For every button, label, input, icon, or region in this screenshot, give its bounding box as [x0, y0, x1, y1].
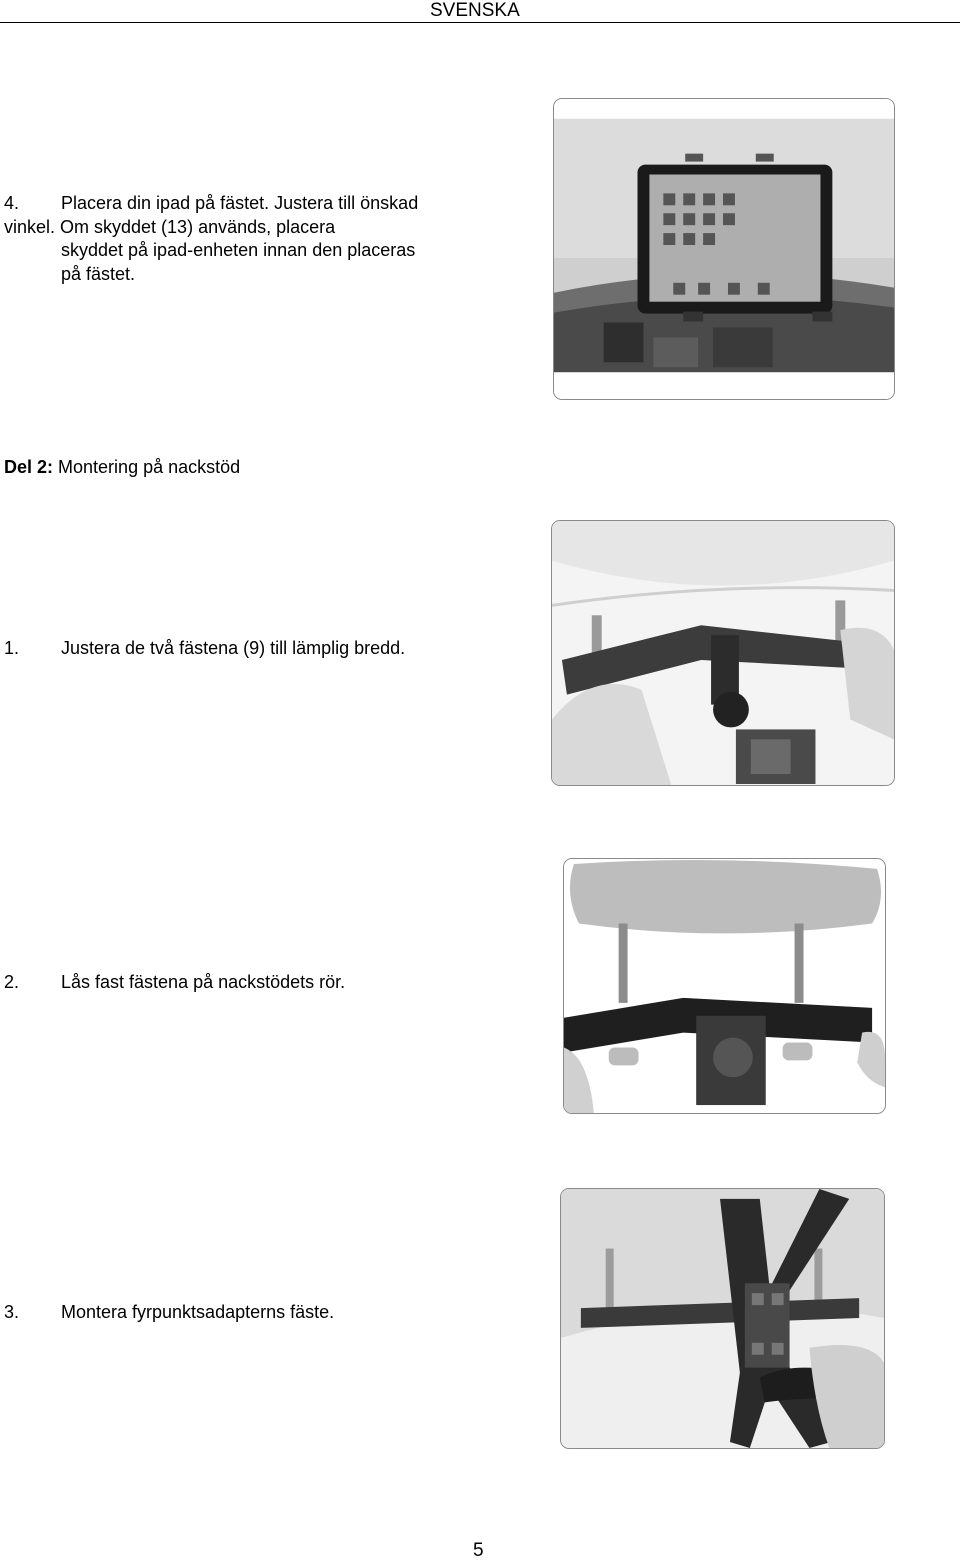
section-title: Montering på nackstöd — [53, 457, 241, 477]
page-number: 5 — [473, 1540, 484, 1561]
step-text: Justera de två fästena (9) till lämplig bredd. — [61, 638, 406, 658]
step-line: skyddet på ipad-enheten innan den placeras — [61, 240, 416, 260]
step-number: 1. — [4, 638, 20, 658]
four-point-adapter-photo — [560, 1188, 885, 1449]
step-line: vinkel. Om skyddet (13) används, placera — [4, 216, 336, 237]
step-number: 2. — [4, 972, 20, 992]
step-number: 3. — [4, 1302, 20, 1322]
instruction-step-1 — [4, 637, 544, 661]
step-text: Lås fast fästena på nackstödets rör. — [61, 972, 346, 992]
step-line: Placera din ipad på fästet. Justera till önskad — [61, 193, 419, 213]
bracket-adjust-photo — [551, 520, 895, 786]
instruction-step-4 — [4, 192, 524, 292]
header-title: SVENSKA — [430, 0, 520, 21]
section-label: Del 2: — [4, 457, 54, 477]
instruction-step-3 — [4, 1301, 544, 1325]
page-header — [0, 0, 960, 23]
step-text: Montera fyrpunktsadapterns fäste. — [61, 1302, 335, 1322]
headrest-lock-photo — [563, 858, 886, 1114]
ipad-dashboard-photo — [553, 98, 895, 400]
instruction-step-2 — [4, 971, 544, 995]
section-heading — [4, 456, 240, 478]
step-number: 4. — [4, 193, 20, 213]
step-line: på fästet. — [61, 263, 136, 284]
